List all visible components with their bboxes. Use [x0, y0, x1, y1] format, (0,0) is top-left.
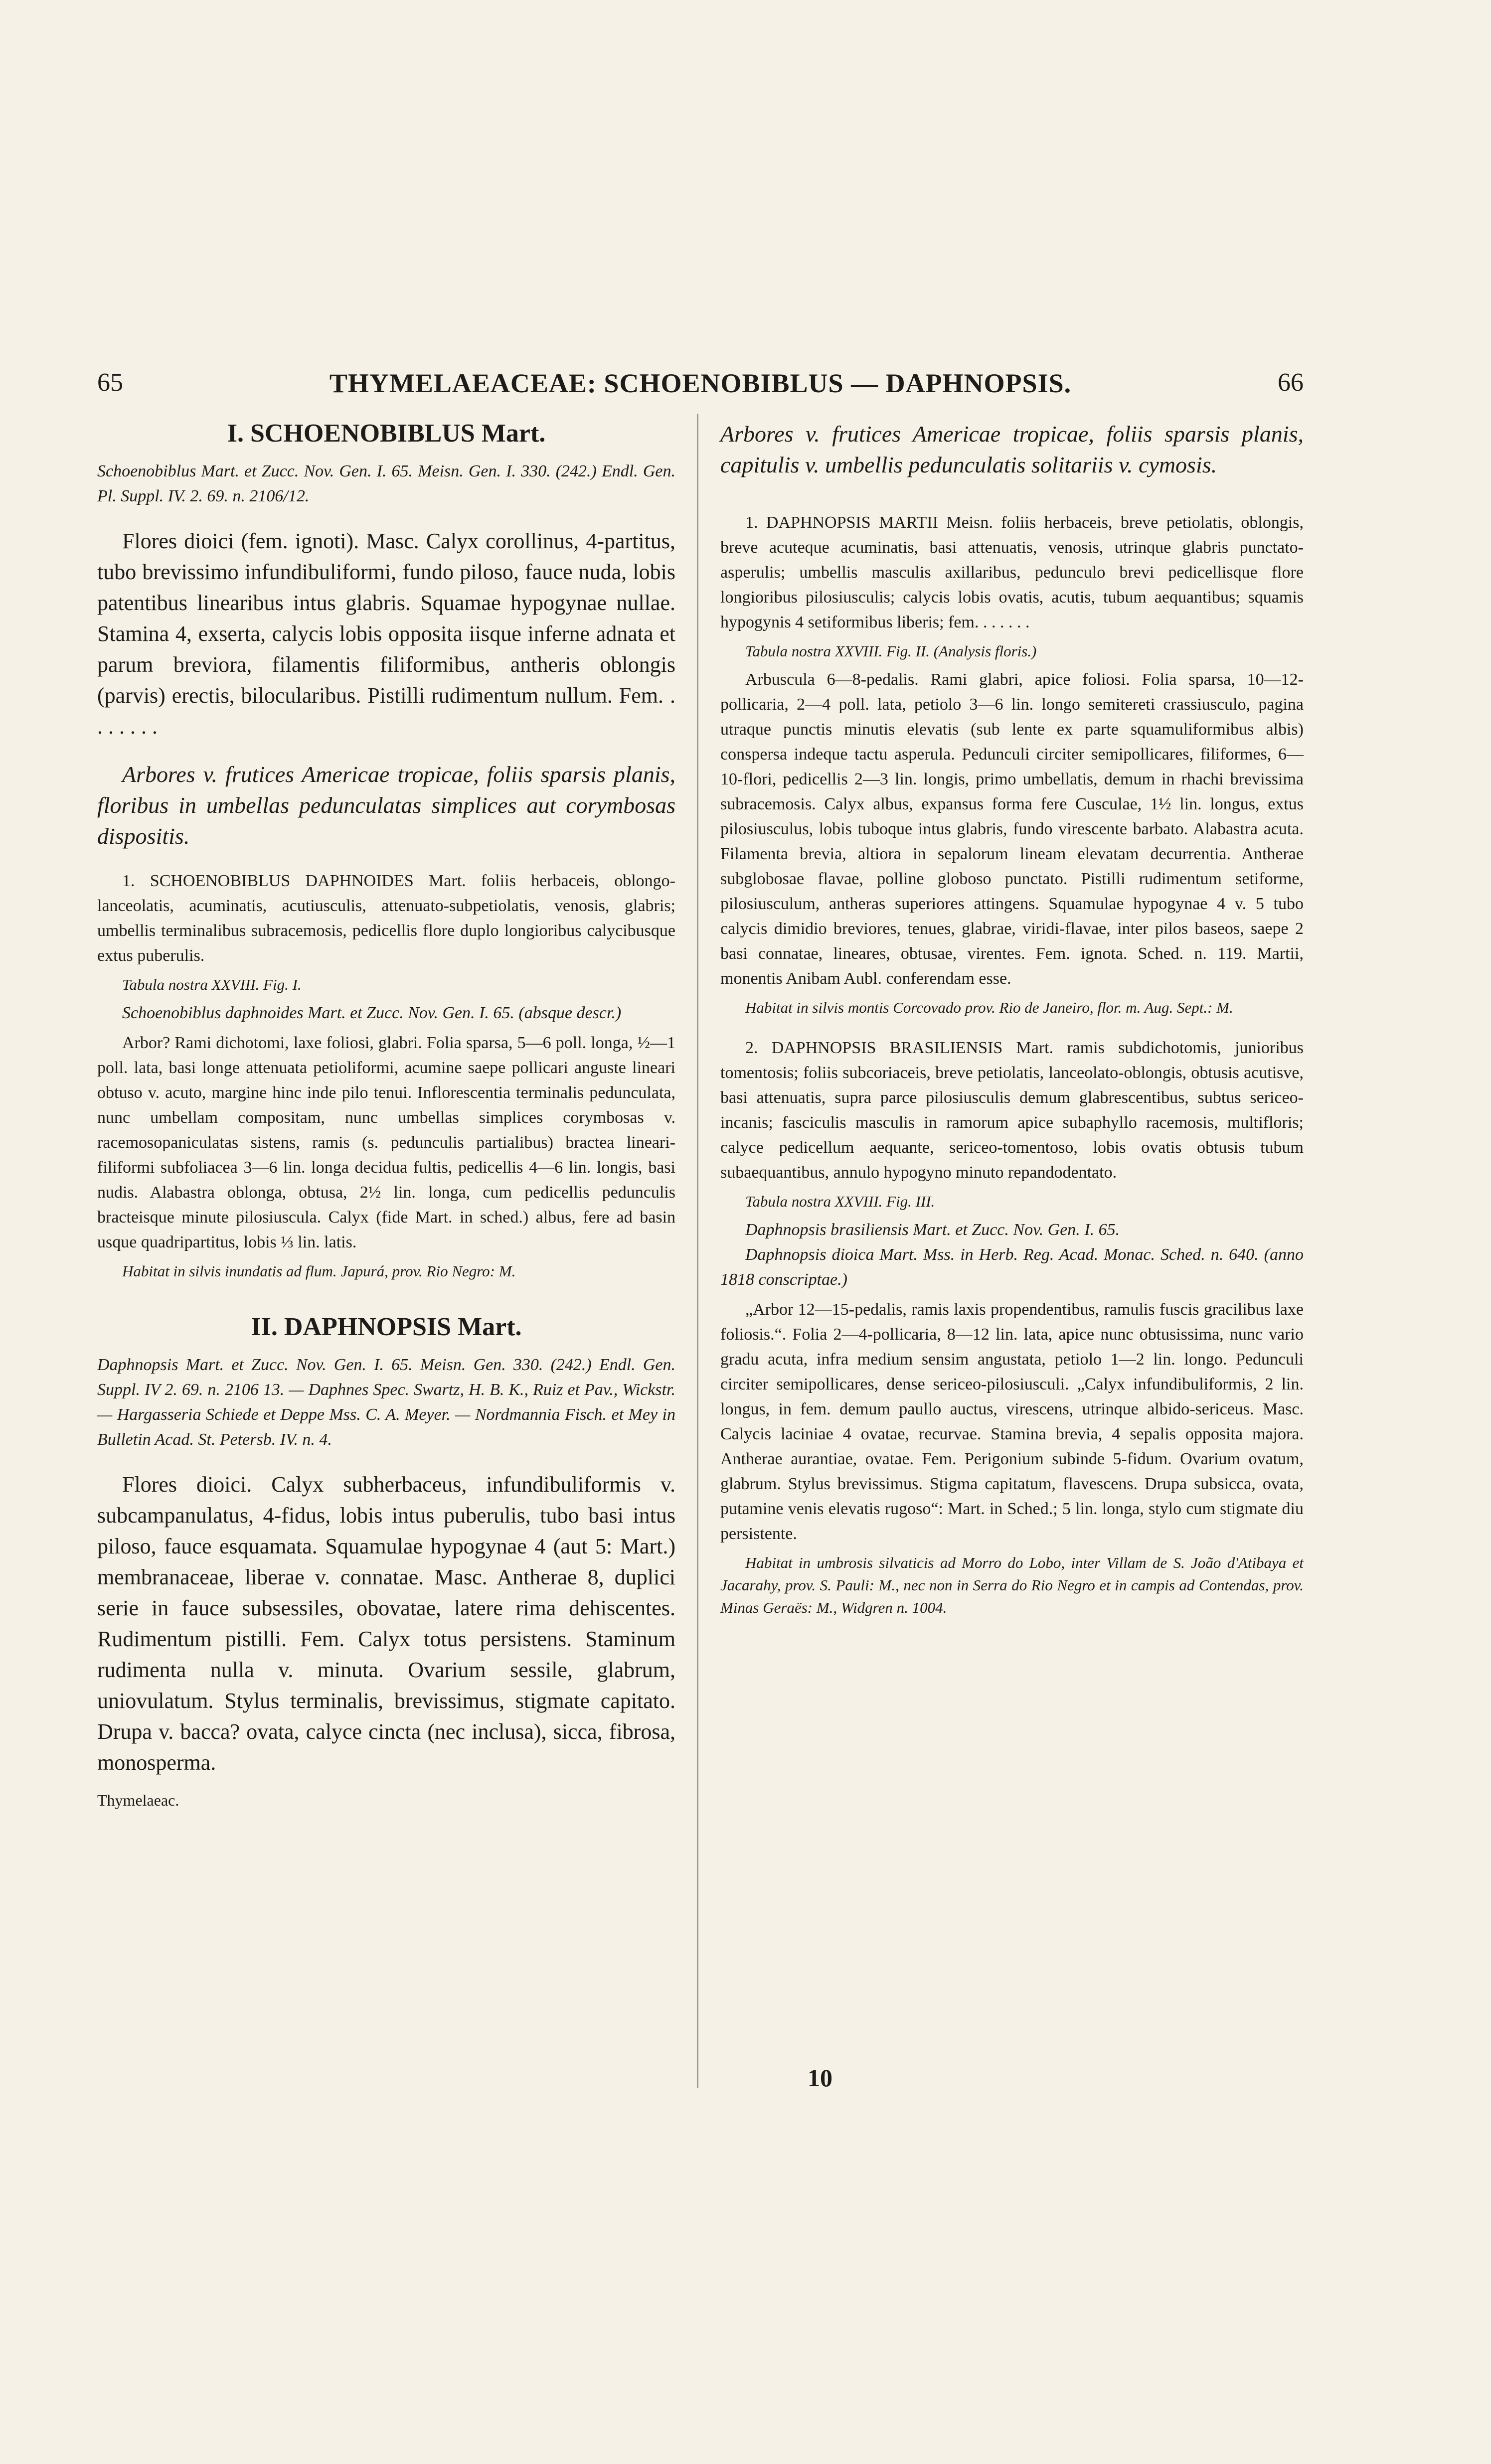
genus-habit: Arbores v. frutices Americae tropicae, foliis sparsis planis, capitulis v. umbellis pedunculatis solitariis v. cymosis.: [720, 421, 1304, 477]
species-synonym: Daphnopsis brasiliensis Mart. et Zucc. Nov. Gen. I. 65.: [745, 1221, 1120, 1239]
right-column: [720, 419, 1304, 1619]
species-synonym: Daphnopsis dioica Mart. Mss. in Herb. Reg. Acad. Monac. Sched. n. 640. (anno 1818 conscriptae.): [720, 1245, 1304, 1289]
species-description: Arbuscula 6—8-pedalis. Rami glabri, apice foliosi. Folia sparsa, 10—12-pollicaria, 2—4 poll. lata, petiolo 3—6 lin. longo semitereti crassiusculo, pagina utraque punctis minutis elevatis (sub lente ex parte squamuliformibus albis) conspersa indeque tactu asperula. Pedunculi circiter semipollicares, filiformes, 6—10-flori, pedicellis 2—3 lin. longis, primo umbellatis, demum in rhachi brevissima subracemosis. Calyx albus, expansus forma fere Cusculae, 1½ lin. longus, extus pilosiusculus, lobis tuboque intus glabris, fundo virescente barbato. Alabastra acuta. Filamenta brevia, altiora in sepalorum lineam elevatam decurrentia. Antherae subglobosae flavae, polline globoso punctato. Pistilli rudimentum setiforme, pilosiusculum, antheras superiores attingens. Squamulae hypogynae 4 v. 5 tubo calycis dimidio breviores, tenues, glabrae, viridi-flavae, inter pilos baseos, saepe 2 basi connatae, lineares, obtusae, virentes. Fem. ignota. Sched. n. 119. Martii, monentis Anibam Aubl. conferendam esse.: [720, 670, 1304, 988]
page-number-right: 66: [1278, 368, 1304, 397]
genus-title-daphnopsis: II. DAPHNOPSIS Mart.: [251, 1313, 522, 1341]
species-diagnosis: 1. SCHOENOBIBLUS DAPHNOIDES Mart. foliis herbaceis, oblongo-lanceolatis, acuminatis, acutiusculis, attenuato-subpetiolatis, venosis, glabris; umbellis terminalibus subracemosis, pedicellis flore duplo longioribus calycibusque extus puberulis.: [97, 872, 675, 965]
species-description: „Arbor 12—15-pedalis, ramis laxis propendentibus, ramulis fuscis gracilibus laxe foliosis.“. Folia 2—4-pollicaria, 8—12 lin. lata, apice nunc obtusissima, nunc vario gradu acuta, infra medium sensim angustata, petiolo 1—2 lin. longo. Pedunculi circiter semipollicares, dense sericeo-pilosiusculi. „Calyx infundibuliformis, 2 lin. longus, in fem. demum paullo auctus, virescens, utrinque albido-sericeus. Masc. Calycis laciniae 4 ovatae, recurvae. Stamina brevia, 4 sepalis opposita majora. Antherae aurantiae, ovatae. Fem. Perigonium subinde 5-fidum. Ovarium ovatum, glabrum. Stylus brevissimus. Stigma capitatum, flavescens. Drupa subsicca, ovata, putamine venis elevatis rugoso“: Mart. in Sched.; 5 lin. longa, stylo cum stigmate diu persistente.: [720, 1300, 1304, 1543]
column-divider: [697, 414, 698, 2088]
signature-number: 10: [808, 2064, 832, 2092]
species-synonym: Schoenobiblus daphnoides Mart. et Zucc. Nov. Gen. I. 65. (absque descr.): [122, 1004, 622, 1022]
plate-reference: Tabula nostra XXVIII. Fig. I.: [122, 976, 302, 993]
plate-reference: Tabula nostra XXVIII. Fig. III.: [745, 1193, 935, 1210]
species-diagnosis: 2. DAPHNOPSIS BRASILIENSIS Mart. ramis subdichotomis, junioribus tomentosis; foliis subcoriaceis, breve petiolatis, lanceolato-oblongis, obtusis acutisve, basi attenuatis, supra parce pilosiusculis demum glabrescentibus, subtus sericeo-incanis; fasciculis masculis in ramorum apice subaphyllo racemosis, multifloris; calyce pedicellum aequante, sericeo-tomentoso, lobis ovatis obtusis tubum subaequantibus, annulo hypogyno minuto repandodentato.: [720, 1039, 1304, 1182]
page-number-left: 65: [97, 368, 123, 397]
species-description: Arbor? Rami dichotomi, laxe foliosi, glabri. Folia sparsa, 5—6 poll. longa, ½—1 poll. lata, basi longe attenuata petioliformi, acumine saepe pollicari anguste lineari obtuso v. acuto, margine hinc inde pilo tenui. Inflorescentia terminalis pedunculata, nunc umbellam compositam, nunc umbellas simplices corymbosas v. racemosopaniculatas sistens, ramis (s. pedunculis partialibus) bractea lineari-filiformi subfoliacea 3—6 lin. longa decidua fultis, pedicellis 4—6 lin. longis, basi nudis. Alabastra oblonga, obtusa, 2½ lin. longa, cum pedicellis pedunculis bracteisque minute pilosiuscula. Calyx (fide Mart. in sched.) albus, fere ad basin usque quadripartitus, lobis ⅓ lin. latis.: [97, 1034, 675, 1251]
genus-title-schoenobiblus: I. SCHOENOBIBLUS Mart.: [227, 419, 546, 448]
footer-signature-label: Thymelaeac.: [97, 1791, 179, 1809]
genus-description: Flores dioici. Calyx subherbaceus, infundibuliformis v. subcampanulatus, 4-fidus, lobis intus puberulis, tubo basi intus piloso, fauce esquamata. Squamulae hypogynae 4 (aut 5: Mart.) membranaceae, liberae v. connatae. Masc. Antherae 8, duplici serie in fauce subsessiles, obovatae, latere rima dehiscentes. Rudimentum pistilli. Fem. Calyx totus persistens. Staminum rudimenta nulla v. minuta. Ovarium sessile, glabrum, uniovulatum. Stylus terminalis, brevissimus, stigmate capitato. Drupa v. bacca? ovata, calyce cincta (nec inclusa), sicca, fibrosa, monosperma.: [97, 1472, 675, 1775]
plate-reference: Tabula nostra XXVIII. Fig. II. (Analysis floris.): [745, 642, 1037, 660]
species-habitat: Habitat in silvis inundatis ad flum. Japurá, prov. Rio Negro: M.: [122, 1262, 516, 1280]
left-column: [97, 419, 675, 1810]
running-title: THYMELAEACEAE: SCHOENOBIBLUS — DAPHNOPSIS.: [329, 368, 1072, 398]
genus-description: Flores dioici (fem. ignoti). Masc. Calyx corollinus, 4-partitus, tubo brevissimo infundibuliformi, fundo piloso, fauce nuda, lobis patentibus linearibus intus glabris. Squamae hypogynae nullae. Stamina 4, exserta, calycis lobis opposita iisque inferne adnata et parum breviora, filamentis filiformibus, antheris oblongis (parvis) erectis, bilocularibus. Pistilli rudimentum nullum. Fem. . . . . . . .: [97, 529, 675, 739]
genus-habit: Arbores v. frutices Americae tropicae, foliis sparsis planis, floribus in umbellas pedunculatas simplices aut corymbosas dispositis.: [97, 762, 675, 849]
species-habitat: Habitat in umbrosis silvaticis ad Morro do Lobo, inter Villam de S. João d'Atibaya et Jacarahy, prov. S. Pauli: M., nec non in Serra do Rio Negro et in campis ad Contendas, prov. Minas Geraës: M., Widgren n. 1004.: [720, 1554, 1304, 1616]
genus-references: Schoenobiblus Mart. et Zucc. Nov. Gen. I. 65. Meisn. Gen. I. 330. (242.) Endl. Gen. Pl. Suppl. IV. 2. 69. n. 2106/12.: [97, 462, 675, 505]
species-diagnosis: 1. DAPHNOPSIS MARTII Meisn. foliis herbaceis, breve petiolatis, oblongis, breve acuteque acuminatis, basi attenuatis, venosis, utrinque glabris punctato-asperulis; umbellis masculis axillaribus, pedunculo brevi pedicellisque flore longioribus pilosiusculis; calycis lobis ovatis, acutis, tubum aequantibus; squamis hypogynis 4 setiformibus liberis; fem. . . . . . .: [720, 513, 1304, 631]
species-habitat: Habitat in silvis montis Corcovado prov. Rio de Janeiro, flor. m. Aug. Sept.: M.: [745, 999, 1233, 1016]
genus-references: Daphnopsis Mart. et Zucc. Nov. Gen. I. 65. Meisn. Gen. 330. (242.) Endl. Gen. Suppl. IV 2. 69. n. 2106 13. — Daphnes Spec. Swartz, H. B. K., Ruiz et Pav., Wickstr. — Hargasseria Schiede et Deppe Mss. C. A. Meyer. — Nordmannia Fisch. et Mey in Bulletin Acad. St. Petersb. IV. n. 4.: [97, 1356, 675, 1449]
page-header: [97, 368, 1304, 408]
